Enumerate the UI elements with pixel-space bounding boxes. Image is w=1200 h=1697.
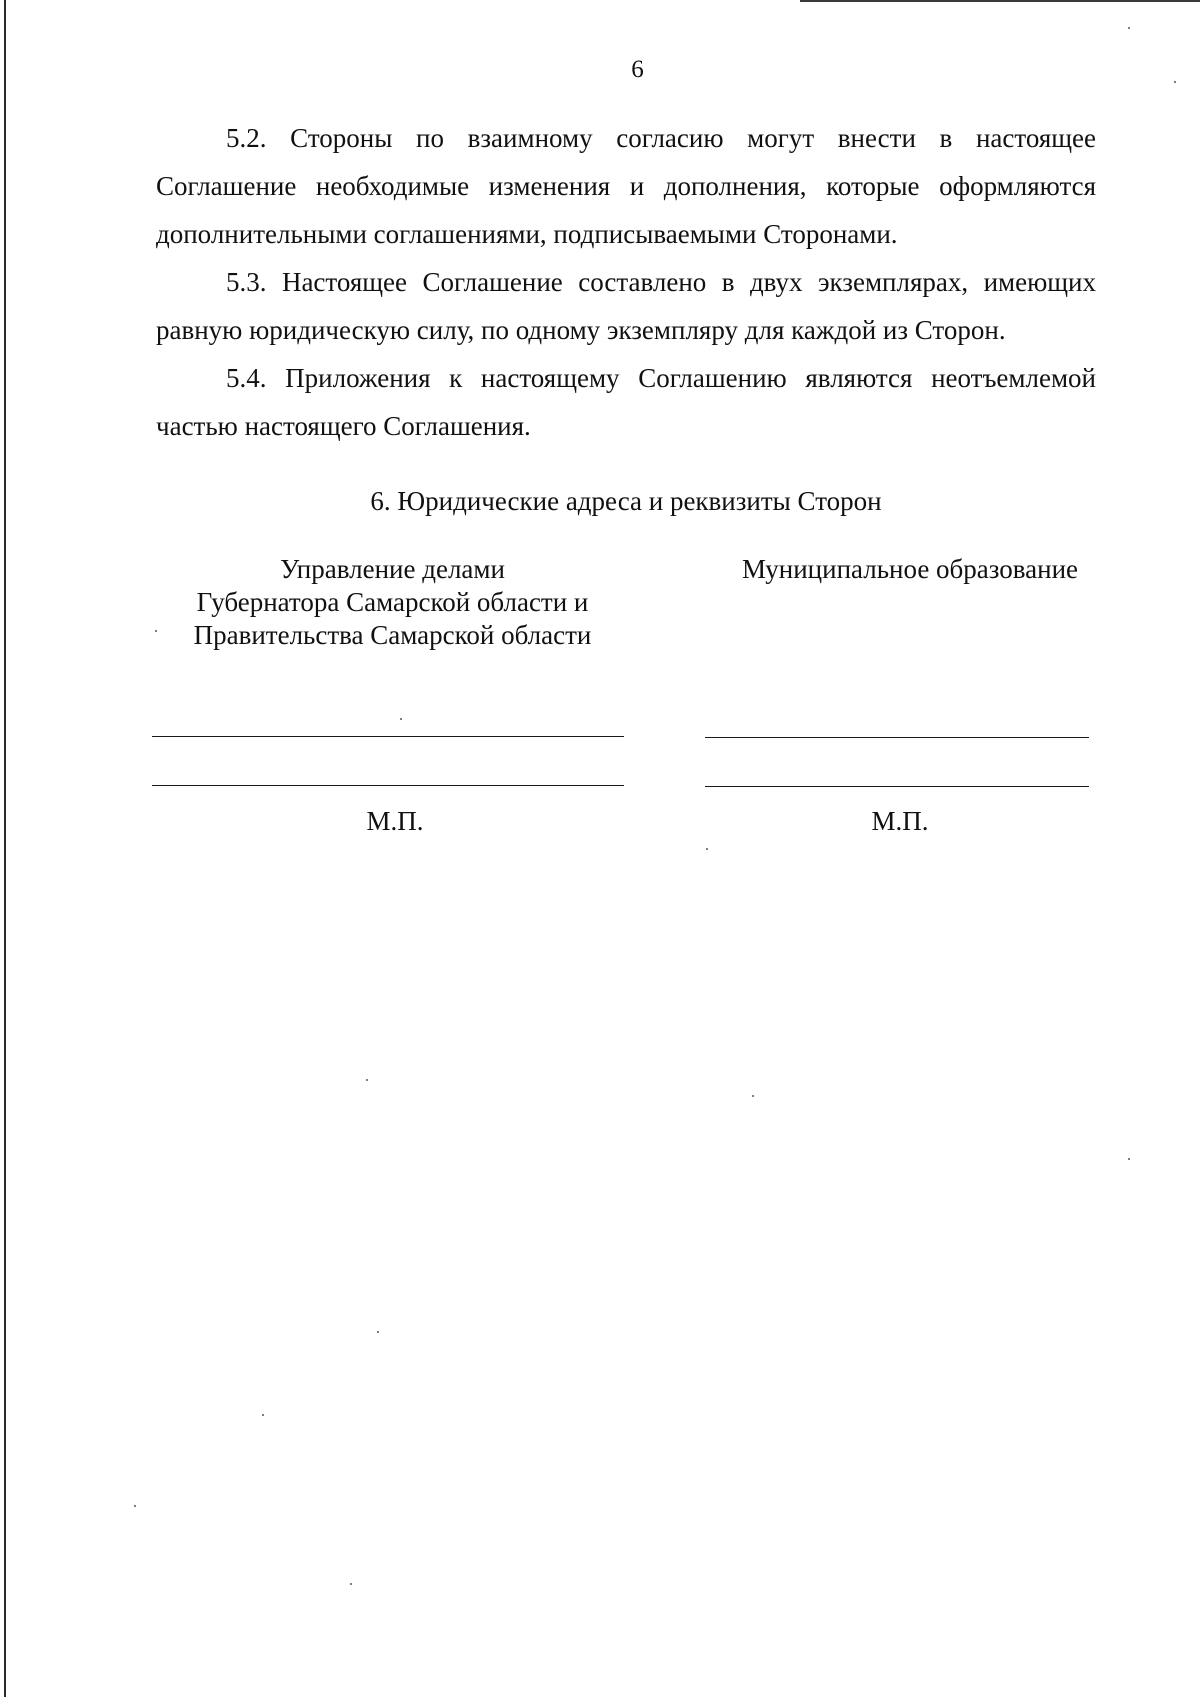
- page-number: 6: [631, 56, 644, 83]
- scan-speck: [134, 1505, 136, 1507]
- party-left-line: Губернатора Самарской области и: [196, 587, 589, 617]
- scan-speck: [706, 848, 708, 850]
- paragraph-5-2: 5.2. Стороны по взаимному согласию могут внести в настоящее Соглашение необходимые изменения и дополнения, которые оформляются дополнительными соглашениями, подписываемыми Сторонами.: [156, 123, 1096, 249]
- party-right-name: [700, 553, 1120, 586]
- paragraph-5-4: 5.4. Приложения к настоящему Соглашению являются неотъемлемой частью настоящего Соглашения.: [156, 363, 1096, 441]
- scan-speck: [400, 718, 402, 720]
- section-heading: 6. Юридические адреса и реквизиты Сторон: [370, 486, 882, 516]
- name-line-left: [152, 785, 624, 786]
- scan-speck: [155, 630, 157, 632]
- scan-speck: [752, 1095, 754, 1097]
- scan-edge-left: [4, 0, 6, 1697]
- scan-speck: [1128, 1158, 1130, 1160]
- party-left-name: [150, 553, 635, 652]
- party-left-line: Управление делами: [280, 554, 505, 584]
- party-left-line: Правительства Самарской области: [193, 620, 592, 650]
- name-line-right: [705, 786, 1089, 787]
- body-text: [156, 114, 1096, 450]
- paragraph-5-3: 5.3. Настоящее Соглашение составлено в двух экземплярах, имеющих равную юридическую силу, по одному экземпляру для каждой из Сторон.: [156, 267, 1096, 345]
- scan-speck: [1128, 27, 1130, 29]
- scan-speck: [377, 1331, 379, 1333]
- signature-line-right: [705, 737, 1089, 738]
- stamp-placeholder-left: М.П.: [366, 806, 424, 836]
- signature-line-left: [152, 736, 624, 737]
- party-right-line: Муниципальное образование: [741, 554, 1079, 584]
- scan-speck: [262, 1414, 264, 1416]
- scan-edge-top: [800, 0, 1200, 2]
- scan-speck: [350, 1583, 352, 1585]
- scan-speck: [366, 1079, 368, 1081]
- stamp-placeholder-right: М.П.: [871, 806, 929, 836]
- scan-speck: [1174, 81, 1176, 83]
